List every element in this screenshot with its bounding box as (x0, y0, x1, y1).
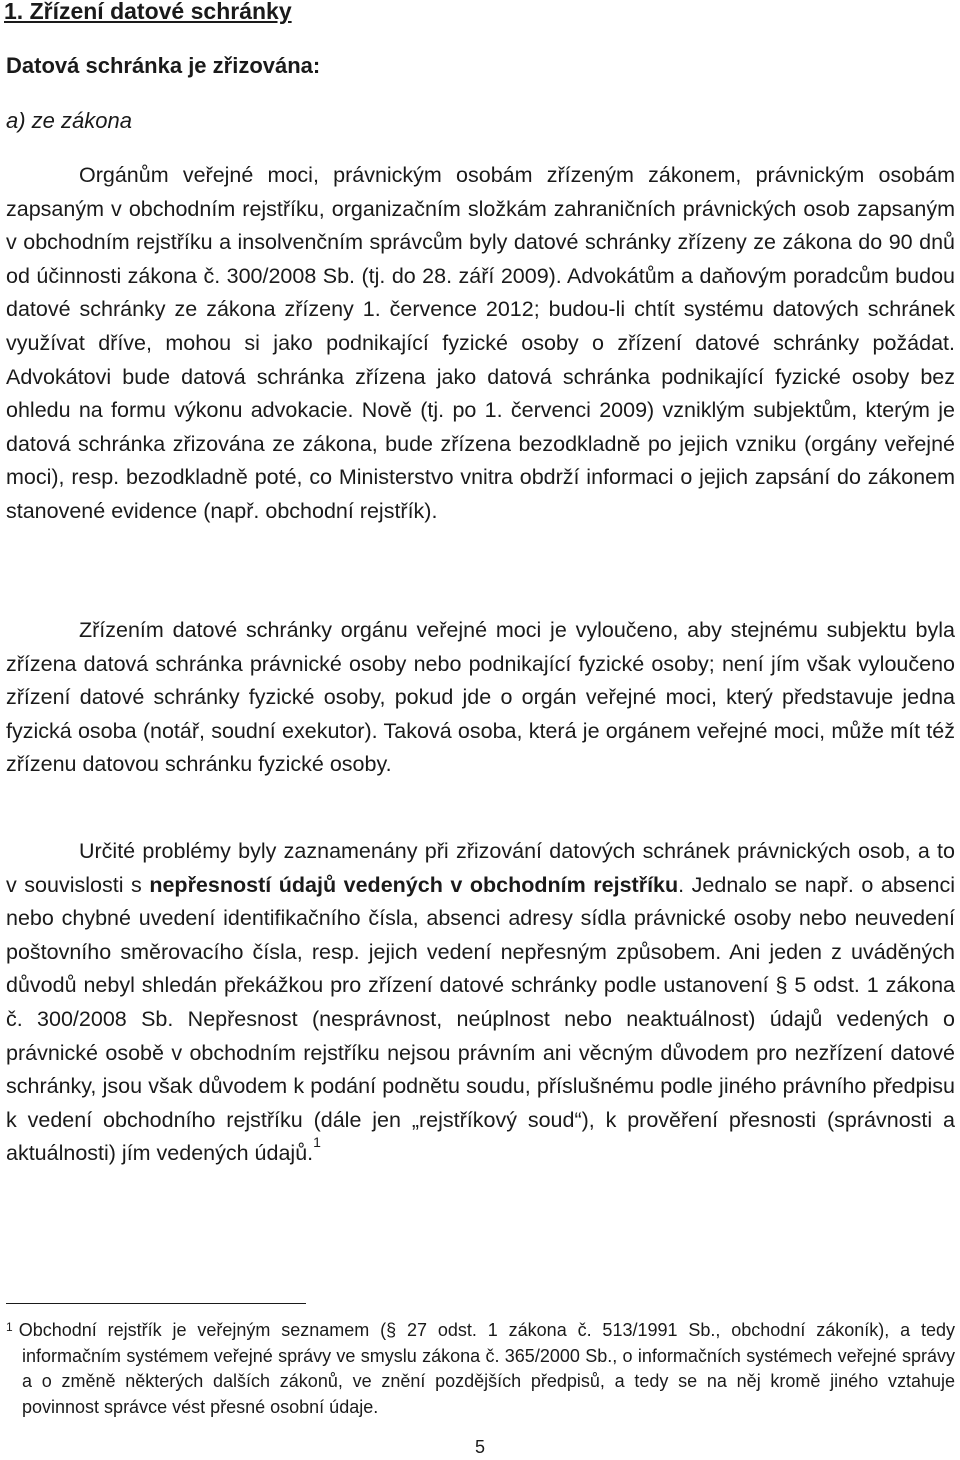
footnote (6, 1318, 955, 1420)
subsection-heading: Datová schránka je zřizována: (6, 53, 321, 78)
paragraph-1 (6, 159, 955, 529)
paragraph-1-text: Orgánům veřejné moci, právnickým osobám zřízeným zákonem, právnickým osobám zapsaným v obchodním rejstříku, organizačním složkám zahraničních právnických osob zapsaným v obchodním rejstříku a insolvenčním správcům byly datové schránky zřízeny ze zákona do 90 dnů od účinnosti zákona č. 300/2008 Sb. (tj. do 28. září 2009). Advokátům a daňovým poradcům budou datové schránky ze zákona zřízeny 1. července 2012; budou-li chtít systému datových schránek využívat dříve, mohou si jako podnikající fyzické osoby o zřízení datové schránky požádat. Advokátovi bude datová schránka zřízena jako datová schránka podnikající fyzické osoby bez ohledu na formu výkonu advokacie. Nově (tj. po 1. červenci 2009) vzniklým subjektům, kterým je datová schránka zřizována ze zákona, bude zřízena bezodkladně po jejich vzniku (orgány veřejné moci), resp. bezodkladně poté, co Ministerstvo vnitra obdrží informaci o jejich zapsání do zákonem stanovené evidence (např. obchodní rejstřík). (6, 163, 955, 523)
footnote-number: 1 (6, 1320, 13, 1334)
footnote-text: Obchodní rejstřík je veřejným seznamem (§ 27 odst. 1 zákona č. 513/1991 Sb., obchodní zákoník), a tedy informačním systémem veřejné správy ve smyslu zákona č. 365/2000 Sb., o informačních systémech veřejné správy a o změně některých dalších zákonů, ve znění pozdějších předpisů, a tedy se na něj kromě jiného vztahuje povinnost správce vést přesné osobní údaje. (18, 1320, 955, 1417)
paragraph-3 (6, 835, 955, 1171)
paragraph-2 (6, 614, 955, 782)
footnote-separator (6, 1303, 306, 1304)
page-number: 5 (474, 1437, 485, 1457)
list-item-heading: a) ze zákona (6, 108, 132, 133)
paragraph-3-bold-text: nepřesností údajů vedených v obchodním rejstříku (149, 872, 679, 897)
paragraph-3-text-end: . Jednalo se např. o absenci nebo chybné uvedení identifikačního čísla, absenci adresy sídla právnické osoby nebo neuvedení poštovního směrovacího čísla, resp. jejich vedení nepřesným způsobem. Ani jeden z uváděných důvodů nebyl shledán překážkou pro zřízení datové schránky podle ustanovení § 5 odst. 1 zákona č. 300/2008 Sb. Nepřesnost (nesprávnost, neúplnost nebo neaktuálnost) údajů vedených o právnické osobě v obchodním rejstříku nejsou právním ani věcným důvodem pro nezřízení datové schránky, jsou však důvodem k podání podnětu soudu, příslušnému podle jiného právního předpisu k vedení obchodního rejstříku (dále jen „rejstříkový soud“), k prověření přesnosti (správnosti a aktuálnosti) jím vedených údajů. (6, 872, 955, 1166)
footnote-reference[interactable]: 1 (313, 1134, 321, 1151)
section-heading: 1. Zřízení datové schránky (4, 0, 292, 24)
paragraph-2-text: Zřízením datové schránky orgánu veřejné moci je vyloučeno, aby stejnému subjektu byla zřízena datová schránka právnické osoby nebo podnikající fyzické osoby; není jím však vyloučeno zřízení datové schránky fyzické osoby, pokud jde o orgán veřejné moci, který představuje jedna fyzická osoba (notář, soudní exekutor). Taková osoba, která je orgánem veřejné moci, může mít též zřízenu datovou schránku fyzické osoby. (6, 618, 955, 777)
paragraph-3-text-start: Určité problémy byly zaznamenány při zřizování datových schránek právnických osob, a to v souvislosti s (6, 839, 955, 897)
